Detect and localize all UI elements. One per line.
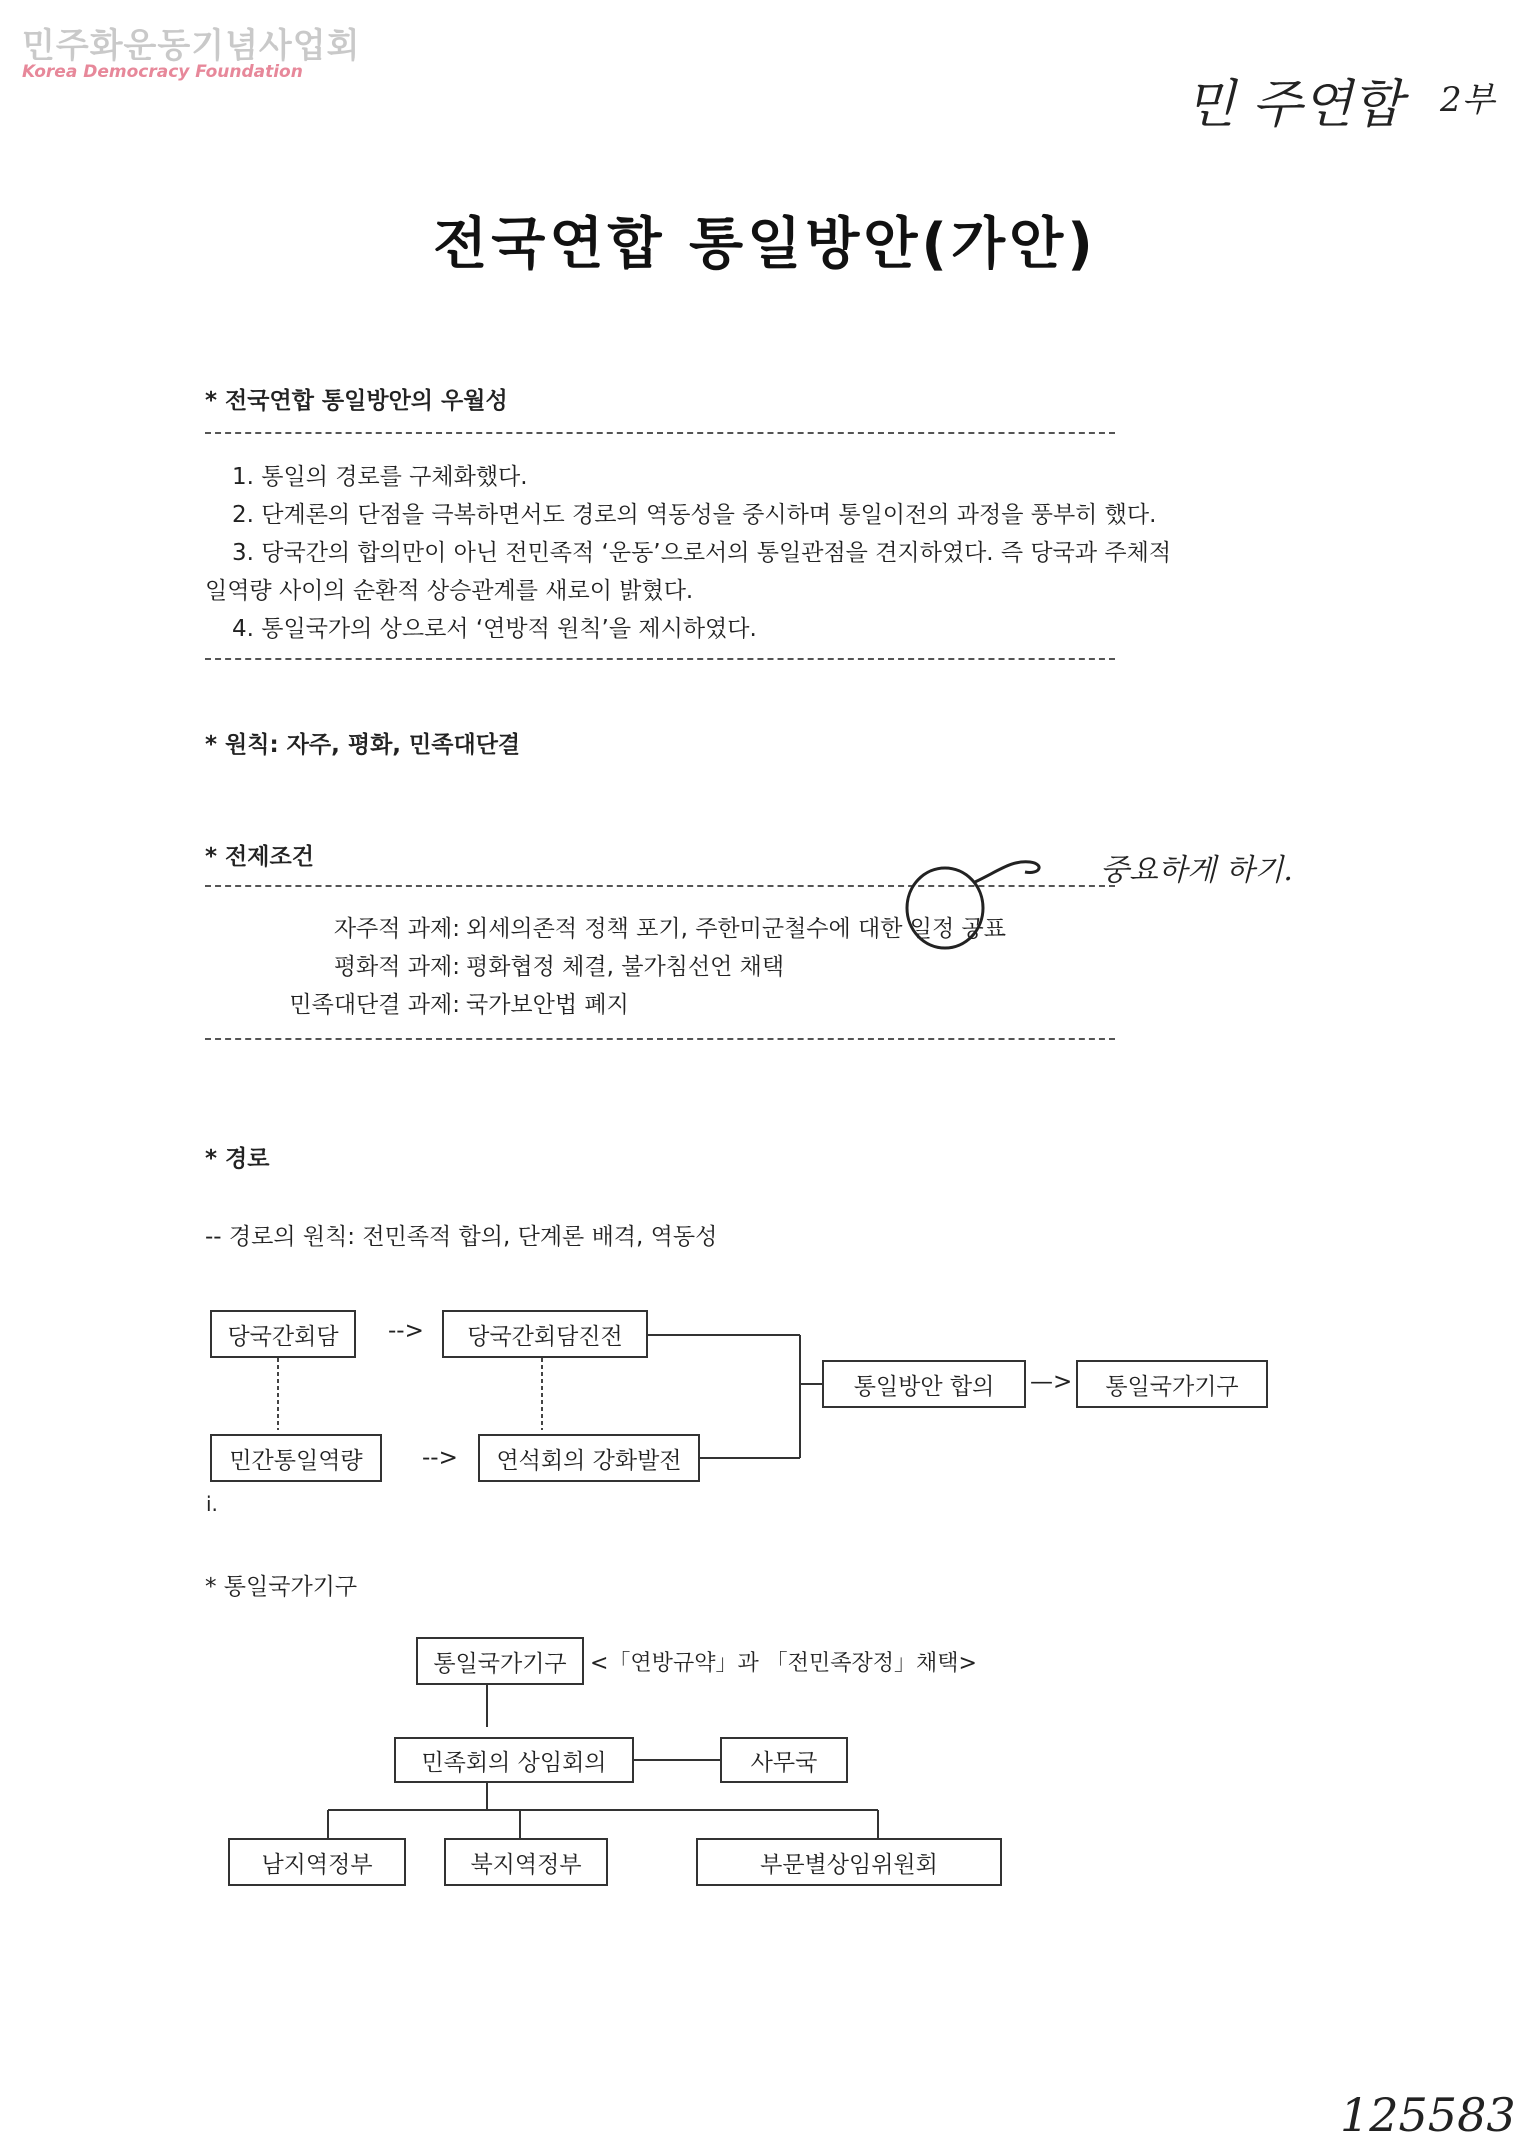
handwritten-copy-count: 2부: [1440, 80, 1495, 120]
box-label: 사무국: [750, 1749, 818, 1776]
watermark-org-english: Korea Democracy Foundation: [22, 62, 303, 82]
box-label: 북지역정부: [470, 1851, 582, 1878]
precondition-label: 평화적 과제:: [333, 954, 460, 980]
box-label: 당국간회담: [227, 1323, 339, 1350]
box-unified-state-org: [416, 1637, 584, 1685]
page-title: 전국연합 통일방안(가안): [433, 212, 1097, 277]
precondition-label: 자주적 과제:: [333, 916, 460, 942]
features-heading: * 전국연합 통일방안의 우월성: [205, 388, 508, 414]
box-label: 민족회의 상임회의: [421, 1749, 607, 1776]
watermark-org-korean: 민주화운동기념사업회: [22, 26, 361, 66]
feature-item: 2. 단계론의 단점을 극복하면서도 경로의 역동성을 중시하며 통일이전의 과정을 풍부히 했다.: [232, 502, 1157, 528]
box-unified-state: [1076, 1360, 1268, 1408]
precondition-text: 외세의존적 정책 포기, 주한미군철수에 대한 일정 공표: [466, 916, 1006, 942]
box-north-government: [444, 1838, 608, 1886]
box-label: 통일국가기구: [433, 1650, 567, 1677]
box-authority-talks: [210, 1310, 356, 1358]
handwritten-top-note: 민 주연합: [1185, 75, 1403, 135]
flow-arrow: —>: [1030, 1369, 1073, 1395]
org-adoption-note: <「연방규약」과 「전민족장정」채택>: [590, 1651, 977, 1676]
feature-item: 3. 당국간의 합의만이 아닌 전민족적 ‘운동’으로서의 통일관점을 견지하였다. 즉 당국과 주체적: [232, 540, 1172, 566]
organization-heading: * 통일국가기구: [205, 1574, 358, 1600]
box-plan-agreement: [822, 1360, 1026, 1408]
box-federation-strengthen: [478, 1434, 700, 1482]
box-label: 민간통일역량: [229, 1447, 363, 1474]
box-authority-talks-progress: [442, 1310, 648, 1358]
route-heading: * 경로: [205, 1146, 270, 1172]
preconditions-heading: * 전제조건: [205, 844, 314, 870]
handwritten-margin-note: 중요하게 하기.: [1100, 853, 1293, 888]
box-label: 통일국가기구: [1105, 1373, 1239, 1400]
box-civil-forces: [210, 1434, 382, 1482]
stray-mark: i.: [206, 1492, 218, 1516]
principles-line: * 원칙: 자주, 평화, 민족대단결: [205, 732, 521, 758]
box-sectoral-committees: [696, 1838, 1002, 1886]
flow-arrow: -->: [422, 1445, 458, 1471]
handwritten-doc-number: 125583: [1340, 2088, 1516, 2142]
box-label: 부문별상임위원회: [760, 1851, 938, 1878]
precondition-text: 평화협정 체결, 불가침선언 채택: [466, 954, 785, 980]
feature-item-continued: 일역량 사이의 순환적 상승관계를 새로이 밝혔다.: [205, 578, 694, 604]
feature-item: 4. 통일국가의 상으로서 ‘연방적 원칙’을 제시하였다.: [232, 616, 757, 642]
box-label: 남지역정부: [261, 1851, 373, 1878]
box-secretariat: [720, 1737, 848, 1783]
precondition-label: 민족대단결 과제:: [289, 992, 460, 1018]
box-label: 당국간회담진전: [467, 1323, 623, 1350]
box-standing-council: [394, 1737, 634, 1783]
flow-arrow: -->: [388, 1318, 424, 1344]
route-principle: -- 경로의 원칙: 전민족적 합의, 단계론 배격, 역동성: [205, 1224, 718, 1250]
precondition-text: 국가보안법 폐지: [466, 992, 629, 1018]
box-label: 통일방안 합의: [853, 1373, 995, 1400]
box-south-government: [228, 1838, 406, 1886]
box-label: 연석회의 강화발전: [496, 1447, 682, 1474]
feature-item: 1. 통일의 경로를 구체화했다.: [232, 464, 528, 490]
